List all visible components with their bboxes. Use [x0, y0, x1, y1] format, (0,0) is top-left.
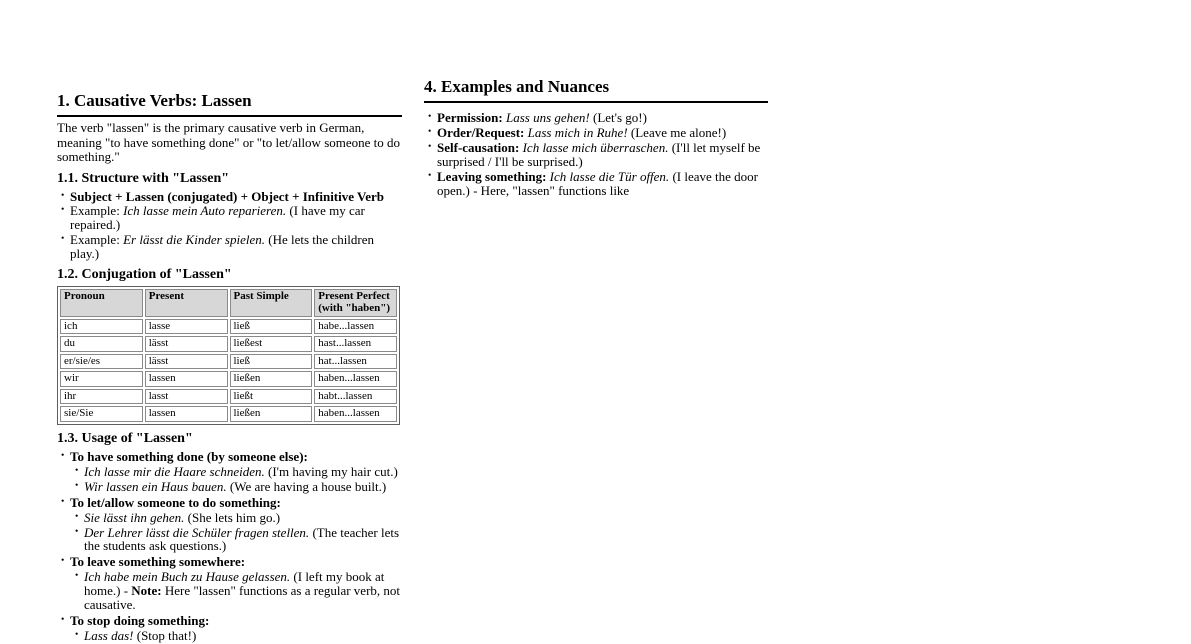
table-cell: ließt — [230, 389, 313, 405]
table-row — [60, 354, 397, 370]
table-cell: lassen — [145, 371, 228, 387]
list-item — [84, 526, 402, 554]
table-cell: hast...lassen — [314, 336, 397, 352]
example-german-text: Lass uns gehen! — [502, 110, 590, 125]
note-text: Here "lassen" functions as a regular verb, not causative. — [84, 582, 401, 612]
column-header-pronoun: Pronoun — [60, 289, 143, 317]
usage-sublist — [70, 465, 402, 494]
table-cell: lässt — [145, 336, 228, 352]
table-cell: ließen — [230, 371, 313, 387]
example-item — [437, 126, 768, 140]
usage-sublist — [70, 570, 402, 611]
table-cell: haben...lassen — [314, 406, 397, 422]
column-header-present-perfect: Present Perfect (with "haben") — [314, 289, 397, 317]
usage-label: To have something done (by someone else): — [70, 448, 308, 464]
example-category-label: Self-causation: — [437, 139, 520, 155]
table-row — [60, 336, 397, 352]
example-label: Example: — [70, 232, 124, 248]
table-row — [60, 406, 397, 422]
example-german-text: Ich lasse mein Auto reparieren. — [123, 203, 287, 219]
example-german-text: Sie lässt ihn gehen. — [84, 509, 185, 525]
table-cell: ich — [60, 319, 143, 335]
table-row — [60, 389, 397, 405]
table-cell: ihr — [60, 389, 143, 405]
column-left — [57, 91, 402, 644]
example-translation: (He lets the children play.) — [70, 232, 375, 262]
column-right — [424, 77, 768, 199]
example-german-text: Lass das! — [84, 627, 134, 643]
example-translation: (I leave the door open.) - Here, "lassen" functions like — [437, 168, 758, 198]
example-german-text: Ich habe mein Buch zu Hause gelassen. — [84, 569, 291, 585]
table-cell: sie/Sie — [60, 406, 143, 422]
table-cell: lassen — [145, 406, 228, 422]
example-label: Example: — [70, 203, 124, 219]
list-item — [70, 204, 402, 232]
conjugation-table — [57, 286, 400, 425]
table-cell: lässt — [145, 354, 228, 370]
table-header-row — [60, 289, 397, 317]
list-item — [70, 190, 402, 204]
table-row — [60, 371, 397, 387]
column-header-present: Present — [145, 289, 228, 317]
table-cell: lasst — [145, 389, 228, 405]
list-item — [84, 629, 402, 643]
example-translation: (I'll let myself be surprised / I'll be surprised.) — [437, 139, 761, 169]
usage-label: To leave something somewhere: — [70, 554, 246, 570]
table-cell: hat...lassen — [314, 354, 397, 370]
example-german-text: Ich lasse mir die Haare schneiden. — [84, 463, 265, 479]
usage-item — [70, 614, 402, 643]
table-row — [60, 319, 397, 335]
section-4-title: 4. Examples and Nuances — [424, 77, 768, 103]
example-translation: (I left my book at home.) - — [84, 569, 385, 598]
table-cell: ließest — [230, 336, 313, 352]
table-cell: lasse — [145, 319, 228, 335]
intro-paragraph: The verb "lassen" is the primary causative verb in German, meaning "to have something done" or "to let/allow someone to do something." — [57, 120, 401, 164]
structure-rule-text: Subject + Lassen (conjugated) + Object + Infinitive Verb — [70, 188, 384, 204]
example-translation: (Leave me alone!) — [627, 124, 727, 140]
table-cell: haben...lassen — [314, 371, 397, 387]
usage-label: To let/allow someone to do something: — [70, 494, 281, 510]
usage-sublist — [70, 511, 402, 554]
example-german-text: Lass mich in Ruhe! — [524, 124, 628, 140]
list-item — [84, 465, 402, 479]
usage-item — [70, 496, 402, 554]
section-1-2-title: 1.2. Conjugation of "Lassen" — [57, 266, 232, 282]
example-category-label: Leaving something: — [437, 168, 547, 184]
table-cell: ließ — [230, 319, 313, 335]
note-label: Note: — [131, 582, 162, 598]
section-1-1-title: 1.1. Structure with "Lassen" — [57, 170, 230, 186]
list-item — [84, 511, 402, 525]
example-german-text: Er lässt die Kinder spielen. — [123, 232, 265, 248]
table-cell: habe...lassen — [314, 319, 397, 335]
example-item — [437, 170, 768, 198]
usage-list — [57, 450, 402, 642]
example-category-label: Permission: — [437, 110, 503, 125]
section-1-3-title: 1.3. Usage of "Lassen" — [57, 430, 193, 446]
example-item — [437, 111, 768, 125]
structure-list — [57, 190, 402, 261]
usage-sublist — [70, 629, 402, 643]
example-translation: (She lets him go.) — [184, 509, 281, 525]
table-cell: du — [60, 336, 143, 352]
usage-label: To stop doing something: — [70, 612, 210, 628]
table-cell: ließ — [230, 354, 313, 370]
table-cell: habt...lassen — [314, 389, 397, 405]
example-german-text: Der Lehrer lässt die Schüler fragen stellen. — [84, 524, 310, 540]
example-german-text: Ich lasse mich überraschen. — [519, 139, 669, 155]
example-translation: (Let's go!) — [589, 110, 647, 125]
example-translation: (The teacher lets the students ask questions.) — [84, 524, 400, 554]
section-1-title: 1. Causative Verbs: Lassen — [57, 91, 402, 117]
example-translation: (Stop that!) — [133, 627, 197, 643]
examples-list — [424, 111, 768, 197]
example-translation: (We are having a house built.) — [226, 478, 387, 494]
example-item — [437, 141, 768, 169]
example-german-text: Ich lasse die Tür offen. — [546, 168, 670, 184]
table-cell: ließen — [230, 406, 313, 422]
usage-item — [70, 450, 402, 494]
example-translation: (I'm having my hair cut.) — [264, 463, 398, 479]
list-item — [70, 233, 402, 261]
example-translation: (I have my car repaired.) — [70, 203, 365, 233]
example-german-text: Wir lassen ein Haus bauen. — [84, 478, 227, 494]
table-cell: er/sie/es — [60, 354, 143, 370]
table-cell: wir — [60, 371, 143, 387]
example-category-label: Order/Request: — [437, 124, 525, 140]
column-header-past-simple: Past Simple — [230, 289, 313, 317]
usage-item — [70, 555, 402, 611]
list-item — [84, 480, 402, 494]
list-item — [84, 570, 402, 611]
